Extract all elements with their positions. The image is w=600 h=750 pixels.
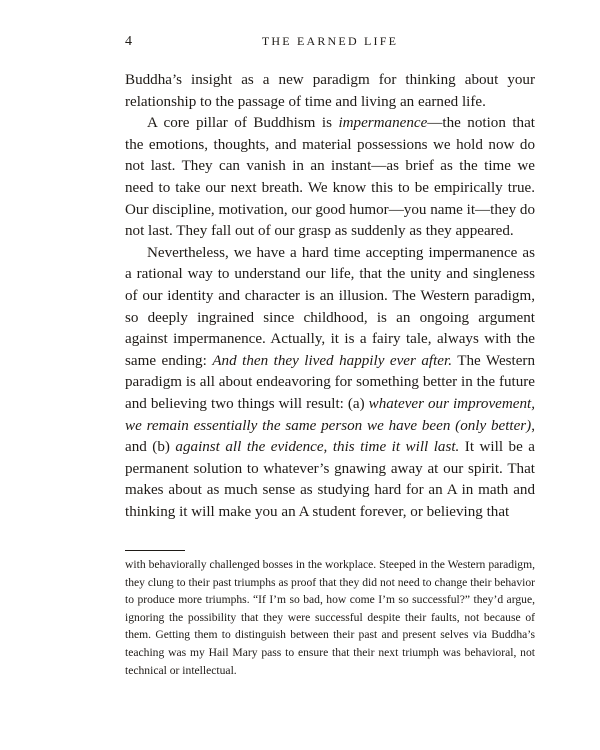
paragraph-3-text-a: Nevertheless, we have a hard time accepting impermanence as a rational way to understand our life, that the unity and singleness of our identity and character is an illusion. The Western paradigm, so deeply ingrained since childhood, is an ongoing argument against impermanence. Actually, it is a fairy tale, always with the same ending: (125, 244, 535, 369)
page-header (125, 34, 535, 54)
running-head: THE EARNED LIFE (261, 34, 399, 48)
page-number: 4 (125, 34, 133, 49)
paragraph-3 (125, 243, 535, 524)
paragraph-2-text-a: A core pillar of Buddhism is (147, 115, 339, 132)
fairy-tale-ending: And then they lived happily ever after. (212, 352, 452, 369)
footnote-rule (125, 550, 185, 551)
paragraph-3-text-g: It will be a permanent solution to whatever’s gnawing away at our spirit. That makes about as much sense as studying hard for an A in math and thinking it will make you an A student forever, or believing that (125, 439, 535, 520)
paragraph-3-text-e: , and (b) (125, 417, 535, 456)
impermanence-term: impermanence (338, 115, 428, 132)
paragraph-1: Buddha’s insight as a new paradigm for thinking about your relationship to the passage of time and living an earned life. (125, 72, 535, 110)
paragraph-2-text-c: —the notion that the emotions, thoughts, and material possessions we hold now do not last. They can vanish in an instant—as brief as the time we need to take our next breath. We know this to be empirically true. Our discipline, motivation, our good humor—you name it—they do not last. They fall out of our grasp as suddenly as they appeared. (125, 115, 535, 240)
footnote: with behaviorally challenged bosses in the workplace. Steeped in the Western paradigm, they clung to their past triumphs as proof that they did not need to change their behavior to produce more triumphs. “If I’m so bad, how come I’m so successful?” they’d argue, ignoring the possibility that they were successful despite their faults, not because of them. Getting them to distinguish between their past and present selves via Buddha’s teaching was my Hail Mary pass to ensure that their next triumph was behavioral, not technical or intellectual. (125, 558, 535, 677)
paragraph-3-text-c: The Western paradigm is all about endeavoring for something better in the future and believing two things will result: (a) (125, 352, 535, 412)
belief-a: whatever our improvement, we remain essentially the same person we have been (only better) (125, 395, 535, 434)
belief-b: against all the evidence, this time it will last. (175, 439, 460, 456)
paragraph-2 (125, 113, 535, 243)
body-text (125, 70, 535, 523)
